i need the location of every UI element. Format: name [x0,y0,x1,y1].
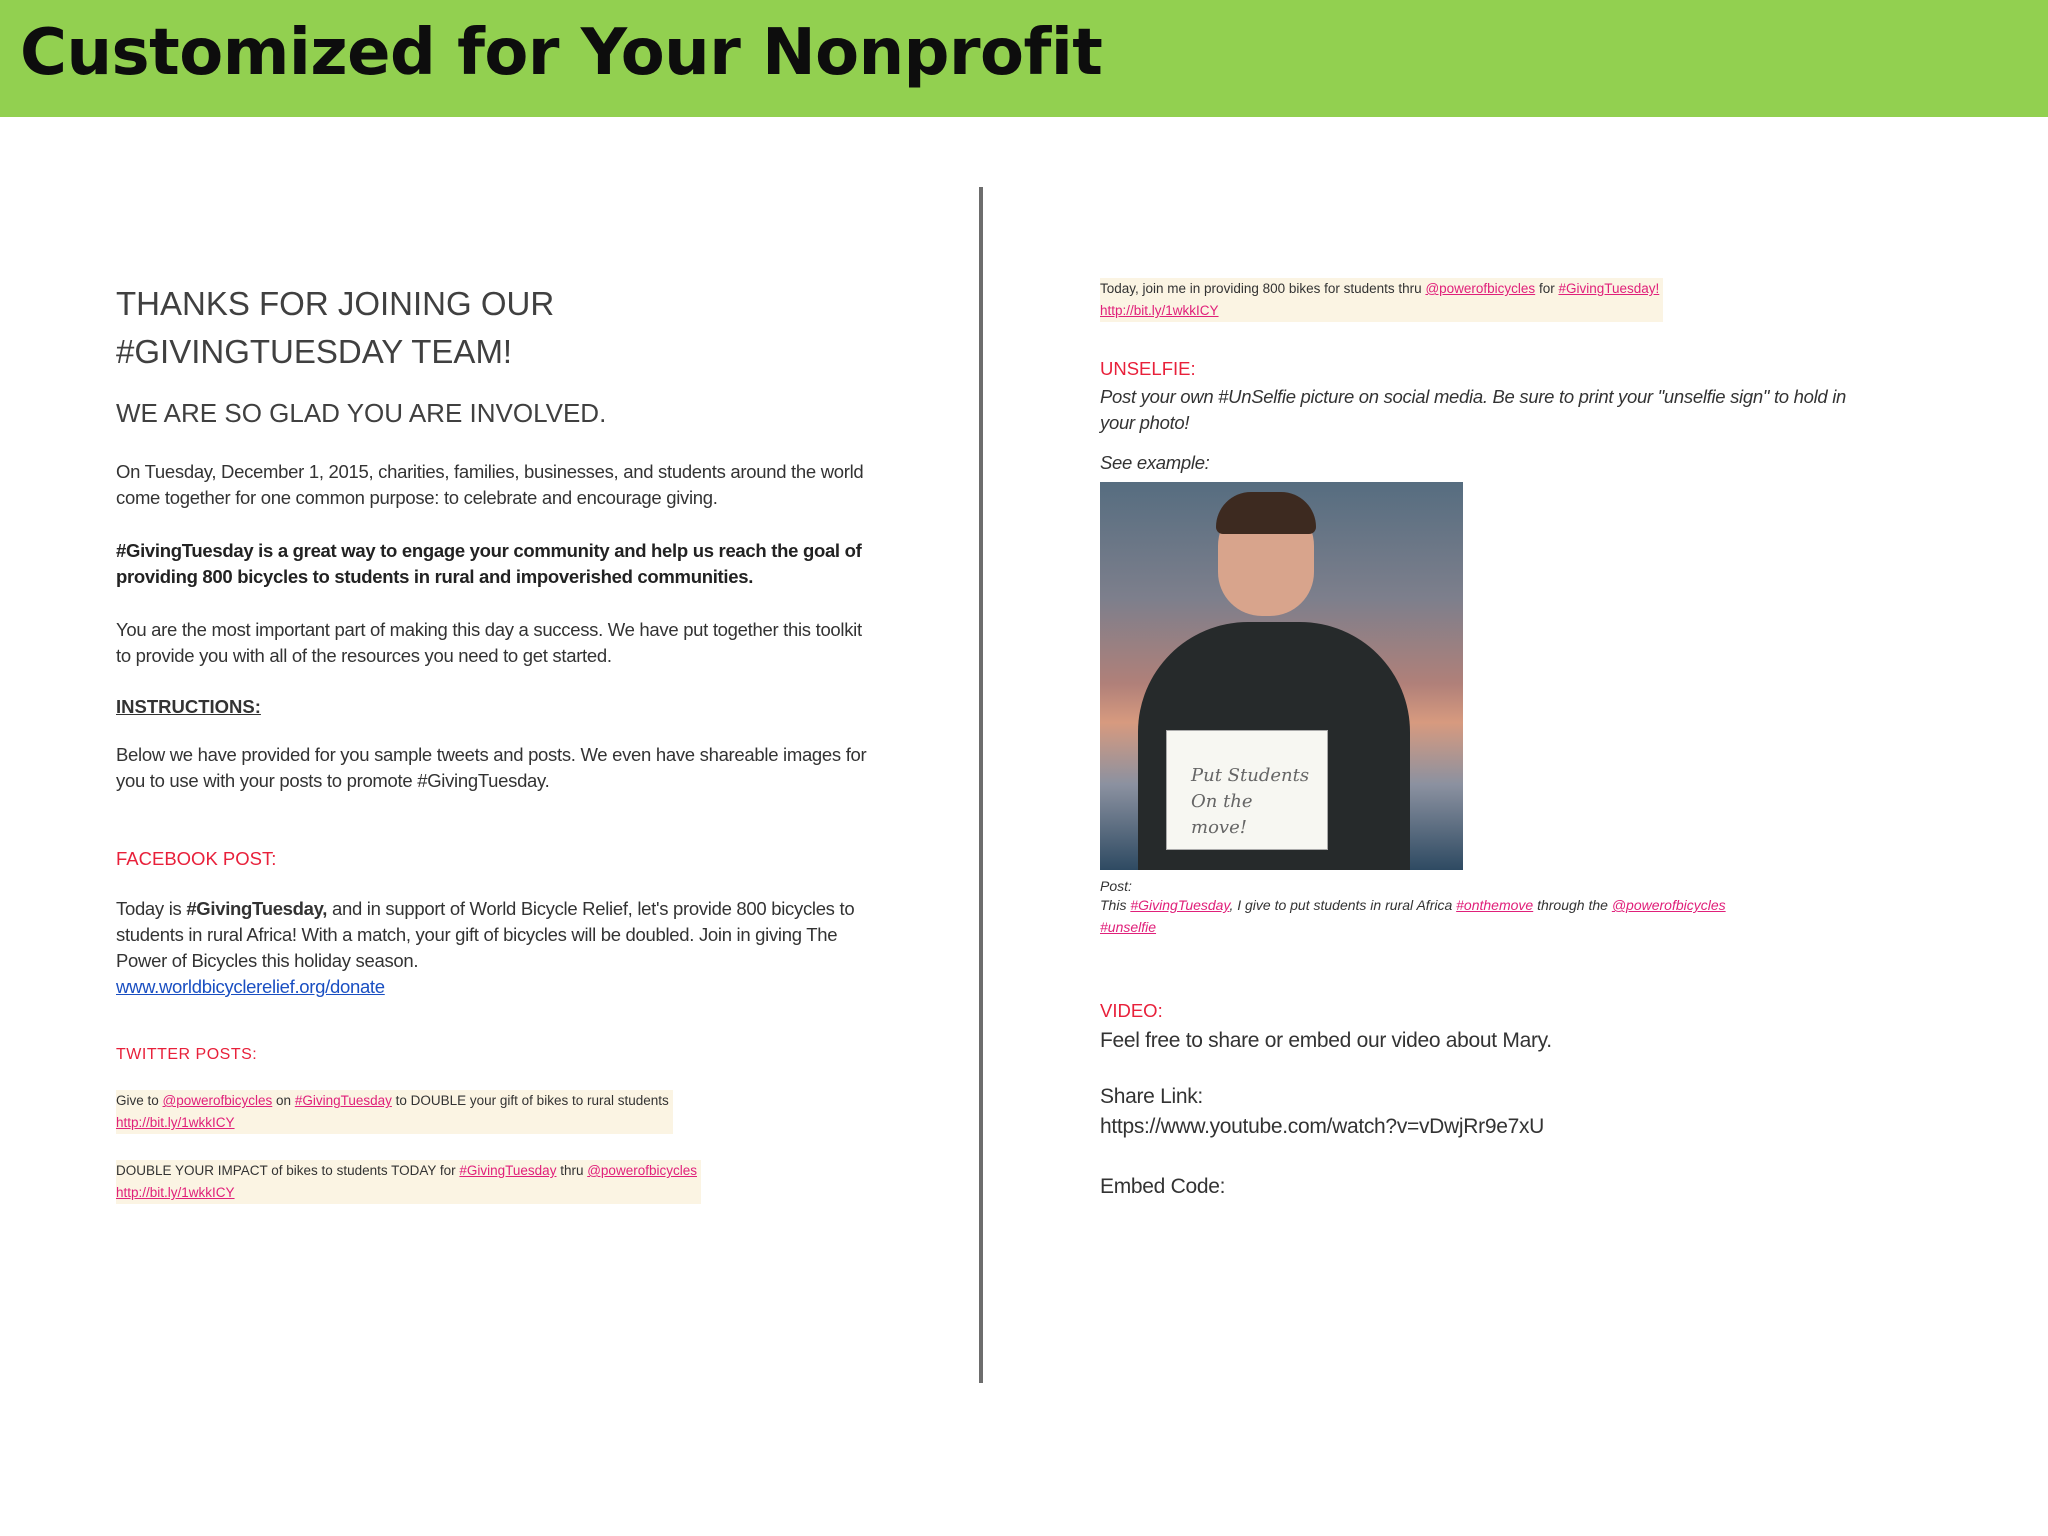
unselfie-label: UNSELFIE: [1100,358,1196,379]
sign-handwriting: Put Students On the move! [1191,765,1310,838]
facebook-post-text [116,896,876,1000]
subheading: WE ARE SO GLAD YOU ARE INVOLVED. [116,398,607,428]
mention-link[interactable]: @powerofbicycles [1425,281,1536,296]
tweet-text: to DOUBLE your gift of bikes to rural students [391,1093,669,1108]
fb-text-prefix: Today is [116,898,187,919]
tweet-text: for [1535,281,1559,296]
post-text: through the [1533,897,1612,913]
title-banner [0,0,2048,117]
hashtag-link[interactable]: #unselfie [1100,919,1157,935]
fb-text-body: and in support of World Bicycle Relief, let's provide 800 bicycles to students in rural Africa! With a match, your gift of bicycles will be doubled. Join in giving The Power of Bicycles this holiday season. [116,898,855,971]
instructions-label: INSTRUCTIONS: [116,696,261,717]
right-page [1100,278,1880,1227]
page-divider [979,187,983,1383]
instructions-paragraph: Below we have provided for you sample tweets and posts. We even have shareable images for you to use with your posts to promote #GivingTuesday. [116,744,867,791]
share-link-url[interactable]: https://www.youtube.com/watch?v=vDwjRr9e7xU [1100,1115,1545,1138]
short-link[interactable]: http://bit.ly/1wkkICY [1100,303,1219,318]
tweet-text: DOUBLE YOUR IMPACT of bikes to students TODAY for [116,1163,460,1178]
see-example-label: See example: [1100,452,1210,473]
tweet-sample-2 [116,1160,701,1204]
tweet-text: thru [556,1163,588,1178]
hashtag-link[interactable]: #GivingTuesday [459,1163,557,1178]
tweet-sample-1 [116,1090,673,1134]
facebook-post-label: FACEBOOK POST: [116,848,277,869]
hashtag-link[interactable]: #GivingTuesday [1130,897,1230,913]
heading-line-2: #GIVINGTUESDAY TEAM! [116,333,513,370]
donate-link[interactable]: www.worldbicyclerelief.org/donate [116,976,385,997]
post-sample [1100,894,1880,938]
tweet-text: Give to [116,1093,163,1108]
video-text: Feel free to share or embed our video about Mary. [1100,1029,1552,1052]
tweet-text: Today, join me in providing 800 bikes for students thru [1100,281,1426,296]
left-page [116,280,876,1230]
fb-hashtag: #GivingTuesday, [186,898,328,919]
twitter-posts-label: TWITTER POSTS: [116,1046,258,1063]
embed-code-label: Embed Code: [1100,1175,1226,1198]
post-label: Post: [1100,878,1132,894]
hashtag-link[interactable]: #GivingTuesday [294,1093,392,1108]
slide-title: Customized for Your Nonprofit [20,16,1103,90]
hashtag-link[interactable]: #onthemove [1456,897,1534,913]
goal-paragraph: #GivingTuesday is a great way to engage your community and help us reach the goal of providing 800 bicycles to students in rural and impoverished communities. [116,540,862,587]
video-label: VIDEO: [1100,1000,1163,1021]
hashtag-link[interactable]: #GivingTuesday! [1558,281,1660,296]
heading-line-1: THANKS FOR JOINING OUR [116,285,555,322]
page-heading [116,280,876,376]
post-text: , I give to put students in rural Africa [1229,897,1457,913]
short-link[interactable]: http://bit.ly/1wkkICY [116,1115,235,1130]
tweet-text: on [272,1093,295,1108]
person-hair [1216,492,1316,534]
intro-paragraph: On Tuesday, December 1, 2015, charities, families, businesses, and students around the world come together for one common purpose: to celebrate and encourage giving. [116,461,864,508]
toolkit-paragraph: You are the most important part of making this day a success. We have put together this toolkit to provide you with all of the resources you need to get started. [116,619,862,666]
unselfie-example-photo [1100,482,1463,870]
unselfie-sign [1166,730,1328,850]
mention-link[interactable]: @powerofbicycles [1611,897,1726,913]
post-text: This [1100,897,1131,913]
mention-link[interactable]: @powerofbicycles [587,1163,697,1178]
tweet-sample-3 [1100,278,1663,322]
share-link-label: Share Link: [1100,1085,1203,1108]
mention-link[interactable]: @powerofbicycles [162,1093,273,1108]
short-link[interactable]: http://bit.ly/1wkkICY [116,1185,235,1200]
unselfie-text: Post your own #UnSelfie picture on social media. Be sure to print your "unselfie sign" to hold in your photo! [1100,386,1847,433]
